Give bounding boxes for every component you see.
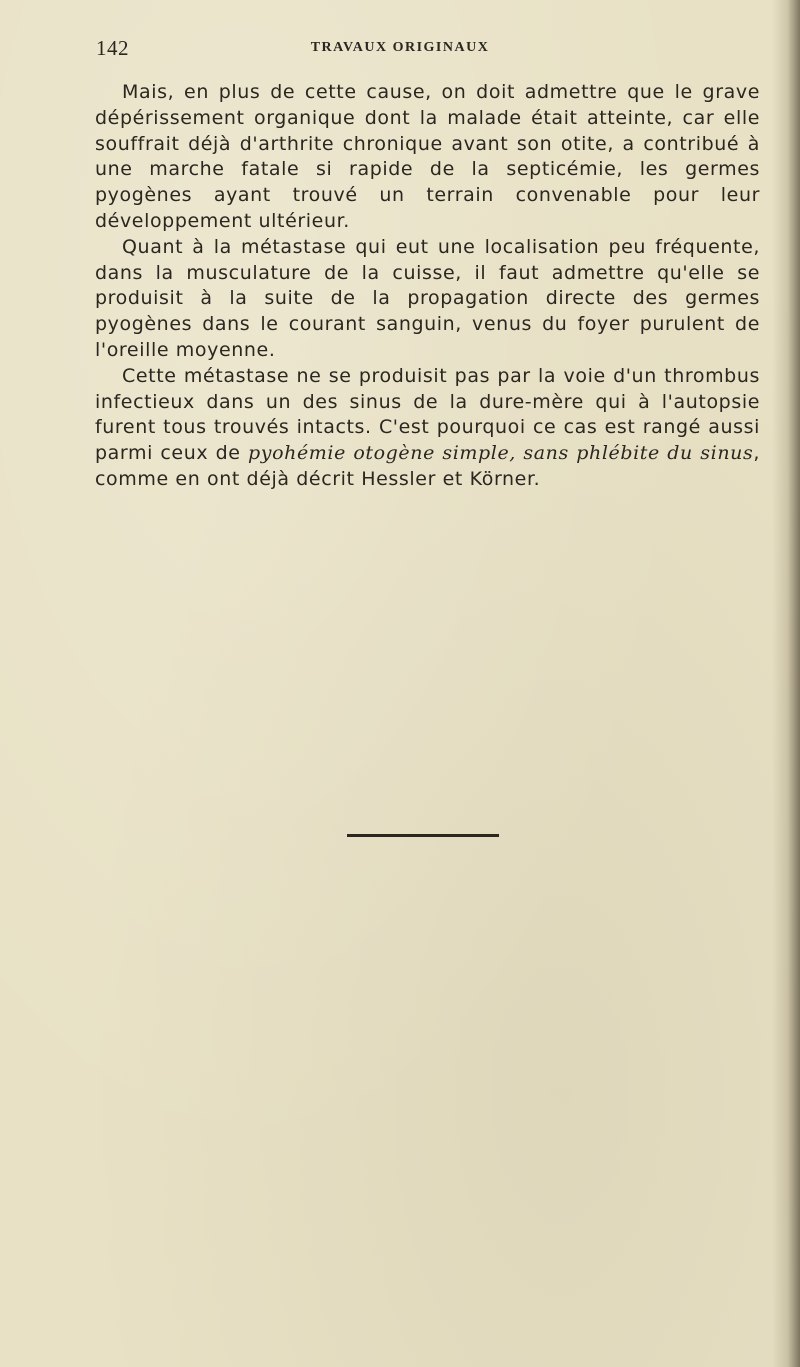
paragraph-3-text: Cette métastase ne se produisit pas par la voie d'un thrombus infectieux dans un des sinus de la dure-mère qui à l'autopsie furent tous trouvés intacts. C'est pourquoi ce cas est rangé aussi parmi ceux de (95, 364, 760, 465)
paragraph-3-italic: pyohémie otogène simple, sans phlébite du sinus (247, 442, 754, 465)
paragraph-3-ending: , comme en ont déjà décrit Hessler et Körner. (95, 442, 760, 490)
running-head: TRAVAUX ORIGINAUX (310, 40, 490, 55)
page-edge-shadow (772, 0, 800, 1367)
paragraph-3 (95, 364, 760, 493)
paragraph-1: Mais, en plus de cette cause, on doit admettre que le grave dépérissement organique dont la malade était atteinte, car elle souffrait déjà d'arthrite chronique avant son otite, a contribué à une marche fatale si rapide de la septicémie, les germes pyogènes ayant trouvé un terrain convenable pour leur développement ultérieur. (95, 81, 760, 232)
body-text (95, 80, 760, 493)
end-rule (347, 834, 499, 837)
page-number: 142 (96, 36, 129, 60)
paragraph-2: Quant à la métastase qui eut une localisation peu fréquente, dans la musculature de la cuisse, il faut admettre qu'elle se produisit à la suite de la propagation directe des germes pyogènes dans le courant sanguin, venus du foyer purulent de l'oreille moyenne. (95, 235, 760, 361)
